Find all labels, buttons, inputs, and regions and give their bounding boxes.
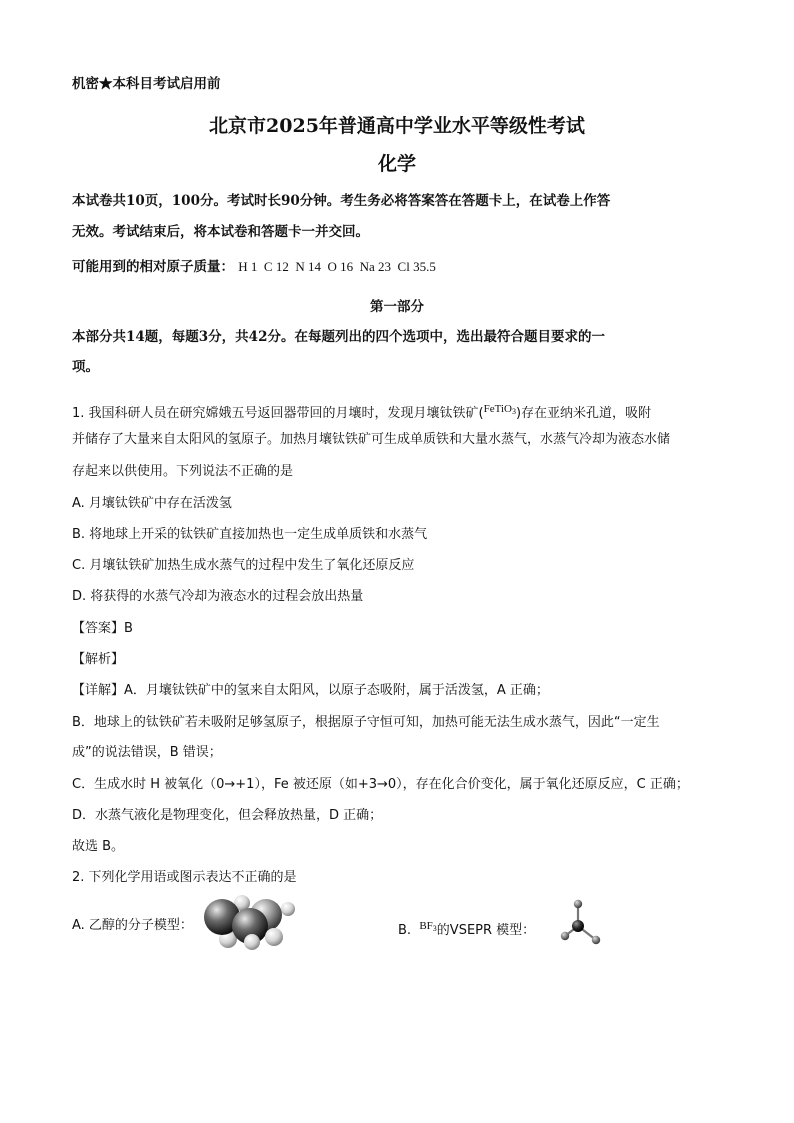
instructions-line-2: 无效。考试结束后，将本试卷和答题卡一并交回。 bbox=[72, 224, 369, 240]
q2-option-b-prefix: B. bbox=[398, 923, 420, 938]
fluorine-atom bbox=[592, 936, 600, 944]
q2-option-b-formula-main: BF bbox=[419, 920, 433, 932]
q1-detail-c: C．生成水时 H 被氧化（0→+1），Fe 被还原（如+3→0），存在化合价变化，属于氧化还原反应，C 正确； bbox=[72, 777, 689, 792]
boron-atom bbox=[572, 920, 584, 932]
exam-title: 北京市2025年普通高中学业水平等级性考试 bbox=[209, 115, 585, 137]
part-one-title: 第一部分 bbox=[370, 299, 424, 315]
exam-subject: 化学 bbox=[377, 153, 416, 175]
instructions-line-1: 本试卷共10页，100分。考试时长90分钟。考生务必将答案答在答题卡上，在试卷上作答 bbox=[72, 193, 611, 209]
hydrogen-atom bbox=[281, 902, 295, 916]
q1-stem-line-1 bbox=[72, 399, 651, 424]
atomic-mass-label: 可能用到的相对原子质量： bbox=[72, 259, 234, 275]
q2-option-a-label: A. 乙醇的分子模型： bbox=[72, 918, 193, 933]
q1-detail-b-line-2: 成”的说法错误，B 错误； bbox=[72, 745, 222, 760]
q1-answer: 【答案】B bbox=[72, 621, 133, 636]
q2-option-b-formula-sub: 3 bbox=[432, 924, 437, 933]
q2-option-b-suffix: 的VSEPR 模型： bbox=[436, 923, 536, 938]
q1-formula-main: FeTiO bbox=[483, 403, 512, 415]
q1-option-b: B. 将地球上开采的钛铁矿直接加热也一定生成单质铁和水蒸气 bbox=[72, 527, 428, 542]
q1-formula-sub: 3 bbox=[511, 407, 516, 416]
fluorine-atom bbox=[561, 932, 569, 940]
hydrogen-atom bbox=[244, 934, 260, 950]
q1-detail-b-line-1: B．地球上的钛铁矿若未吸附足够氢原子，根据原子守恒可知，加热可能无法生成水蒸气，因此“一定生 bbox=[72, 715, 660, 730]
ethanol-space-filling-model bbox=[200, 893, 300, 951]
q1-stem-end: )存在亚纳米孔道，吸附 bbox=[515, 406, 652, 421]
confidential-label: 机密★本科目考试启用前 bbox=[72, 76, 221, 92]
atomic-mass-values: H 1 C 12 N 14 O 16 Na 23 Cl 35.5 bbox=[238, 259, 436, 274]
q2-option-b-formula bbox=[419, 920, 436, 932]
bf3-vsepr-model bbox=[560, 898, 606, 950]
q2-option-b-label bbox=[398, 916, 535, 941]
q1-stem-start: 1. 我国科研人员在研究嫦娥五号返回器带回的月壤时，发现月壤钛铁矿( bbox=[72, 406, 484, 421]
q1-analysis-label: 【解析】 bbox=[72, 652, 125, 667]
q1-stem-line-3: 存起来以供使用。下列说法不正确的是 bbox=[72, 464, 294, 479]
fluorine-atom bbox=[574, 900, 582, 908]
q1-option-c: C. 月壤钛铁矿加热生成水蒸气的过程中发生了氧化还原反应 bbox=[72, 558, 415, 573]
q2-stem: 2. 下列化学用语或图示表达不正确的是 bbox=[72, 870, 297, 885]
q1-formula bbox=[484, 403, 516, 415]
atomic-mass-line bbox=[72, 257, 436, 277]
q1-stem-line-2: 并储存了大量来自太阳风的氢原子。加热月壤钛铁矿可生成单质铁和大量水蒸气，水蒸气冷却为液态水储 bbox=[72, 432, 671, 447]
hydrogen-atom bbox=[265, 928, 283, 946]
q1-conclusion: 故选 B。 bbox=[72, 839, 125, 854]
q1-detail-a: 【详解】A．月壤钛铁矿中的氢来自太阳风，以原子态吸附，属于活泼氢，A 正确； bbox=[72, 683, 549, 698]
q1-option-d: D. 将获得的水蒸气冷却为液态水的过程会放出热量 bbox=[72, 589, 364, 604]
part-description-line-1: 本部分共14题，每题3分，共42分。在每题列出的四个选项中，选出最符合题目要求的一 bbox=[72, 329, 605, 345]
q1-detail-d: D．水蒸气液化是物理变化，但会释放热量，D 正确； bbox=[72, 808, 383, 823]
part-description-line-2: 项。 bbox=[72, 359, 99, 375]
q1-option-a: A. 月壤钛铁矿中存在活泼氢 bbox=[72, 496, 232, 511]
